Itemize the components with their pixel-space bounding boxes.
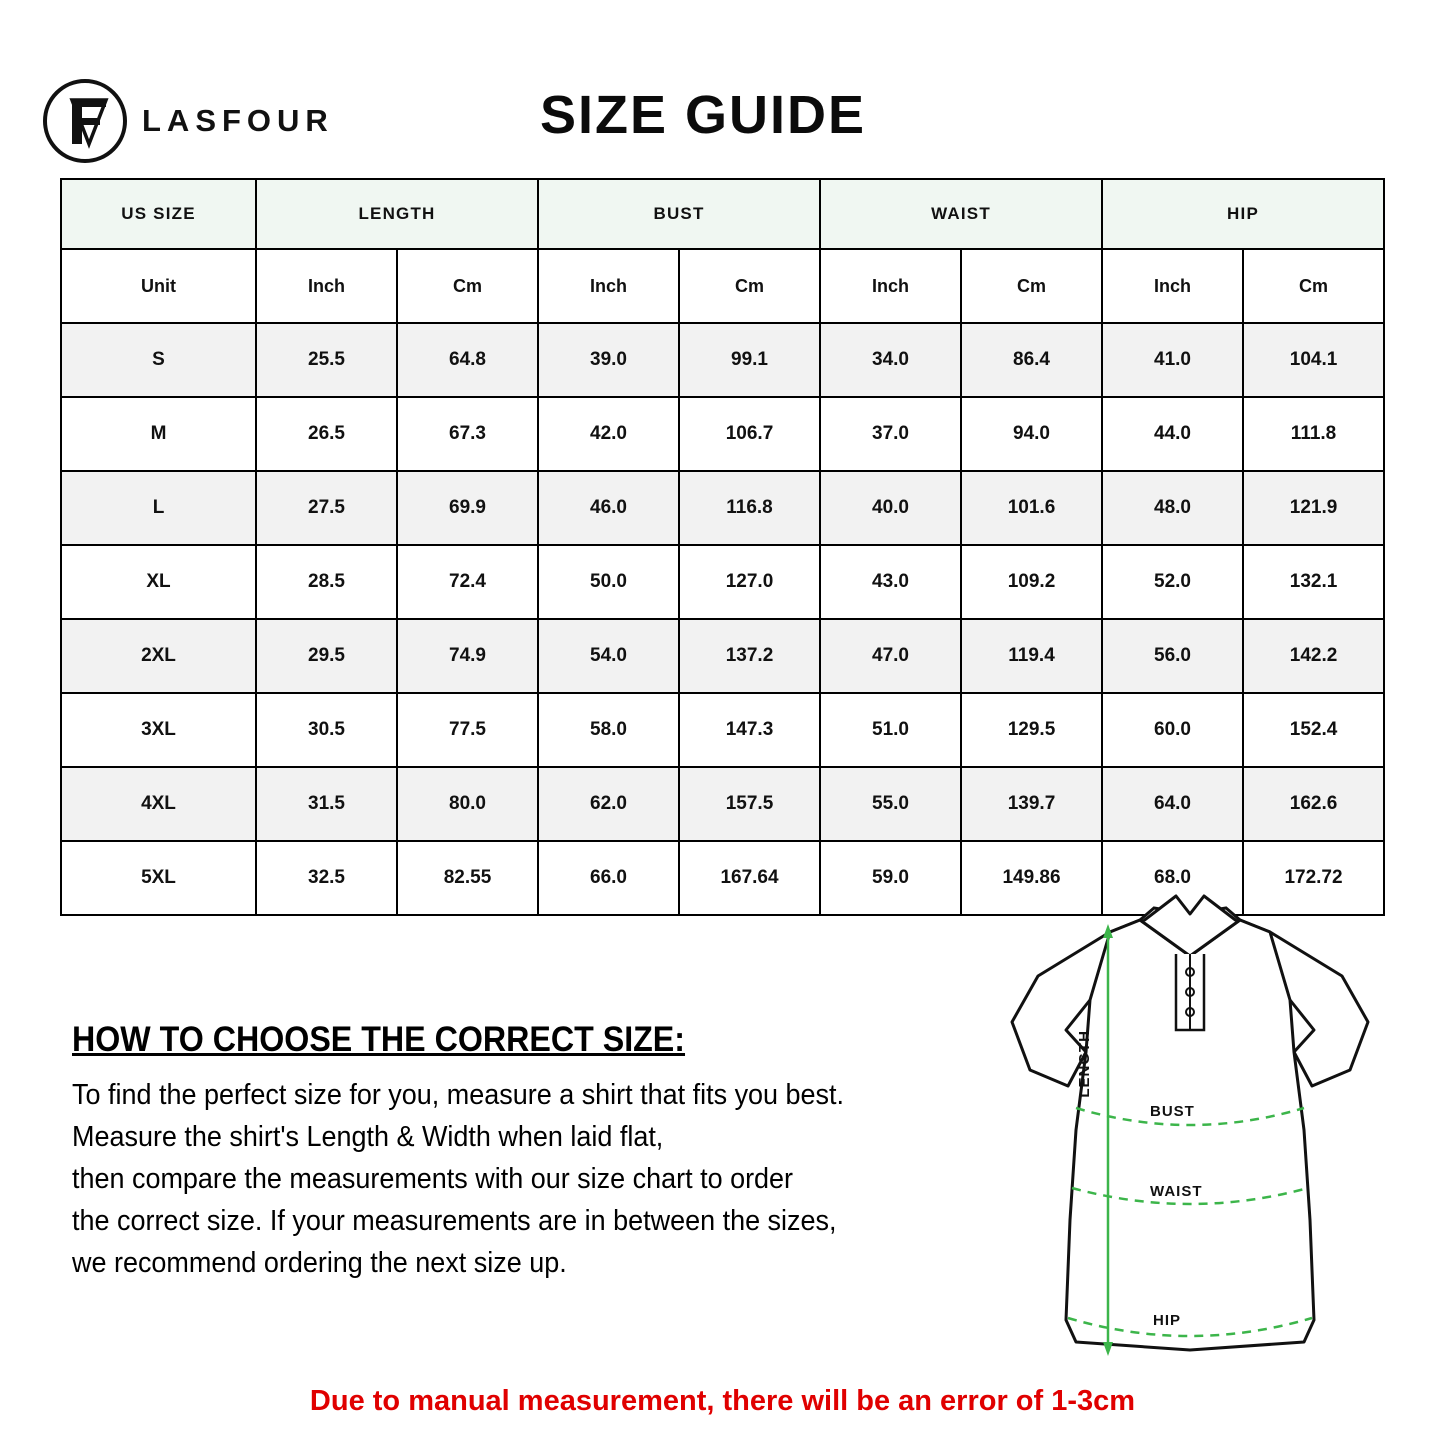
cell-hip-inch: 68.0	[1102, 841, 1243, 915]
cell-size: 5XL	[61, 841, 256, 915]
page-title: SIZE GUIDE	[540, 85, 867, 145]
cell-bust-inch: 66.0	[538, 841, 679, 915]
unit-bust-cm: Cm	[679, 249, 820, 323]
cell-length-cm: 67.3	[397, 397, 538, 471]
polo-shirt-measurement-diagram-icon	[990, 880, 1390, 1380]
cell-length-inch: 28.5	[256, 545, 397, 619]
cell-length-cm: 82.55	[397, 841, 538, 915]
cell-waist-inch: 43.0	[820, 545, 961, 619]
cell-length-cm: 74.9	[397, 619, 538, 693]
brand-name: LASFOUR	[142, 103, 334, 138]
cell-hip-inch: 41.0	[1102, 323, 1243, 397]
table-row	[61, 471, 1384, 545]
cell-waist-inch: 51.0	[820, 693, 961, 767]
cell-hip-inch: 44.0	[1102, 397, 1243, 471]
cell-waist-cm: 139.7	[961, 767, 1102, 841]
cell-hip-cm: 152.4	[1243, 693, 1384, 767]
cell-hip-inch: 64.0	[1102, 767, 1243, 841]
header-bust: BUST	[538, 179, 820, 249]
cell-waist-cm: 129.5	[961, 693, 1102, 767]
unit-waist-inch: Inch	[820, 249, 961, 323]
cell-bust-cm: 167.64	[679, 841, 820, 915]
how-to-line: Measure the shirt's Length & Width when laid flat,	[72, 1121, 664, 1153]
how-to-line: then compare the measurements with our size chart to order	[72, 1163, 794, 1195]
header-waist: WAIST	[820, 179, 1102, 249]
cell-size: 2XL	[61, 619, 256, 693]
cell-waist-cm: 94.0	[961, 397, 1102, 471]
cell-size: L	[61, 471, 256, 545]
cell-bust-inch: 54.0	[538, 619, 679, 693]
how-to-line: we recommend ordering the next size up.	[72, 1247, 567, 1279]
unit-hip-inch: Inch	[1102, 249, 1243, 323]
page-header	[0, 40, 1445, 150]
diagram-label-length: LENGTH	[1076, 1030, 1093, 1098]
cell-length-inch: 26.5	[256, 397, 397, 471]
cell-size: M	[61, 397, 256, 471]
table-row	[61, 767, 1384, 841]
cell-size: 4XL	[61, 767, 256, 841]
cell-hip-cm: 162.6	[1243, 767, 1384, 841]
diagram-label-waist: WAIST	[1150, 1183, 1203, 1200]
cell-bust-cm: 147.3	[679, 693, 820, 767]
cell-waist-cm: 86.4	[961, 323, 1102, 397]
cell-length-cm: 77.5	[397, 693, 538, 767]
table-row	[61, 619, 1384, 693]
diagram-label-hip: HIP	[1153, 1312, 1182, 1329]
table-row	[61, 397, 1384, 471]
cell-bust-cm: 106.7	[679, 397, 820, 471]
how-to-title: HOW TO CHOOSE THE CORRECT SIZE:	[72, 1020, 686, 1059]
cell-waist-cm: 101.6	[961, 471, 1102, 545]
cell-hip-inch: 60.0	[1102, 693, 1243, 767]
cell-hip-cm: 142.2	[1243, 619, 1384, 693]
lasfour-f-monogram-icon	[42, 78, 128, 164]
cell-bust-cm: 99.1	[679, 323, 820, 397]
cell-hip-inch: 48.0	[1102, 471, 1243, 545]
cell-size: XL	[61, 545, 256, 619]
measurement-error-note: Due to manual measurement, there will be an error of 1-3cm	[309, 1385, 1136, 1417]
cell-bust-inch: 42.0	[538, 397, 679, 471]
cell-size: 3XL	[61, 693, 256, 767]
cell-hip-inch: 52.0	[1102, 545, 1243, 619]
how-to-choose-block	[72, 1020, 1002, 1284]
cell-length-inch: 27.5	[256, 471, 397, 545]
unit-waist-cm: Cm	[961, 249, 1102, 323]
unit-label: Unit	[61, 249, 256, 323]
diagram-label-bust: BUST	[1150, 1103, 1195, 1120]
how-to-body	[72, 1074, 937, 1284]
cell-waist-cm: 109.2	[961, 545, 1102, 619]
cell-waist-cm: 119.4	[961, 619, 1102, 693]
cell-bust-cm: 157.5	[679, 767, 820, 841]
cell-bust-inch: 46.0	[538, 471, 679, 545]
cell-hip-cm: 172.72	[1243, 841, 1384, 915]
header-us-size: US SIZE	[61, 179, 256, 249]
cell-waist-cm: 149.86	[961, 841, 1102, 915]
table-group-header-row	[61, 179, 1384, 249]
cell-bust-inch: 50.0	[538, 545, 679, 619]
cell-bust-inch: 39.0	[538, 323, 679, 397]
cell-hip-cm: 132.1	[1243, 545, 1384, 619]
cell-bust-inch: 58.0	[538, 693, 679, 767]
table-unit-row	[61, 249, 1384, 323]
cell-waist-inch: 37.0	[820, 397, 961, 471]
brand-logo	[42, 78, 334, 164]
cell-length-inch: 32.5	[256, 841, 397, 915]
cell-waist-inch: 59.0	[820, 841, 961, 915]
cell-length-cm: 64.8	[397, 323, 538, 397]
cell-size: S	[61, 323, 256, 397]
cell-waist-inch: 55.0	[820, 767, 961, 841]
table-row	[61, 545, 1384, 619]
cell-hip-cm: 111.8	[1243, 397, 1384, 471]
cell-length-inch: 30.5	[256, 693, 397, 767]
cell-bust-cm: 116.8	[679, 471, 820, 545]
cell-length-inch: 29.5	[256, 619, 397, 693]
cell-length-inch: 25.5	[256, 323, 397, 397]
cell-waist-inch: 40.0	[820, 471, 961, 545]
cell-hip-cm: 104.1	[1243, 323, 1384, 397]
header-hip: HIP	[1102, 179, 1384, 249]
cell-bust-cm: 137.2	[679, 619, 820, 693]
cell-length-cm: 72.4	[397, 545, 538, 619]
cell-hip-inch: 56.0	[1102, 619, 1243, 693]
unit-length-inch: Inch	[256, 249, 397, 323]
table-row	[61, 693, 1384, 767]
cell-waist-inch: 47.0	[820, 619, 961, 693]
how-to-line: the correct size. If your measurements are in between the sizes,	[72, 1205, 837, 1237]
cell-length-cm: 80.0	[397, 767, 538, 841]
unit-bust-inch: Inch	[538, 249, 679, 323]
unit-hip-cm: Cm	[1243, 249, 1384, 323]
cell-bust-inch: 62.0	[538, 767, 679, 841]
cell-waist-inch: 34.0	[820, 323, 961, 397]
cell-bust-cm: 127.0	[679, 545, 820, 619]
cell-length-inch: 31.5	[256, 767, 397, 841]
how-to-line: To find the perfect size for you, measure a shirt that fits you best.	[72, 1079, 845, 1111]
size-chart	[60, 178, 1385, 916]
header-length: LENGTH	[256, 179, 538, 249]
cell-length-cm: 69.9	[397, 471, 538, 545]
unit-length-cm: Cm	[397, 249, 538, 323]
table-row	[61, 323, 1384, 397]
size-table	[60, 178, 1385, 916]
cell-hip-cm: 121.9	[1243, 471, 1384, 545]
